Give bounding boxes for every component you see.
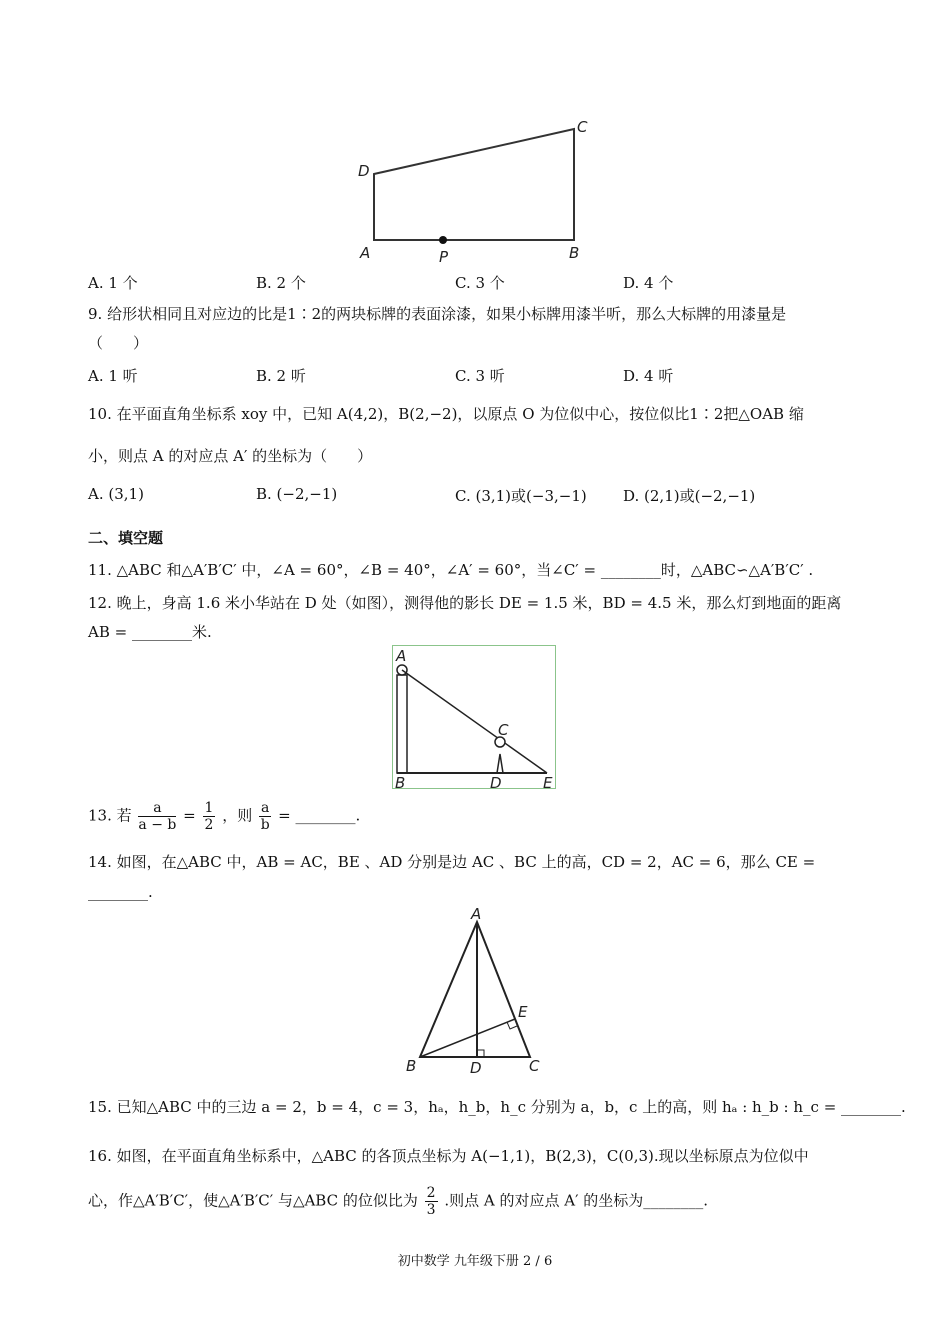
triangle-abc (420, 922, 530, 1057)
light-ray (402, 670, 547, 773)
q13-frac2-num: 1 (204, 800, 214, 816)
q10-option-d: D. (2,1)或(−2,−1) (623, 487, 756, 505)
label-b: B (395, 774, 406, 790)
q8-option-b: B. 2 个 (256, 274, 306, 292)
label-a: A (360, 244, 371, 262)
q8-option-c: C. 3 个 (455, 274, 505, 292)
q8-option-d: D. 4 个 (623, 274, 674, 292)
label-a: A (396, 647, 407, 665)
q13-frac1-den: a − b (138, 817, 177, 833)
section-title-fill-in: 二、填空题 (88, 529, 164, 547)
q8-option-a: A. 1 个 (88, 274, 138, 292)
q16-question: 16. 如图，在平面直角坐标系中，△ABC 的各顶点坐标为 A(−1,1)，B(2,3)，C(0,3).现以坐标原点为位似中 (88, 1147, 809, 1165)
label-c: C (498, 721, 509, 739)
lamp-post (397, 675, 407, 773)
label-b: B (569, 244, 580, 262)
label-c: C (529, 1057, 540, 1075)
q16-fraction (425, 1185, 438, 1218)
label-p: P (439, 248, 449, 266)
label-d: D (358, 162, 370, 180)
label-d: D (470, 1059, 482, 1075)
q13-eq: = (183, 806, 196, 825)
q13-question (88, 800, 360, 833)
label-b: B (406, 1057, 417, 1075)
label-e: E (518, 1003, 528, 1021)
q13-fraction-3 (259, 800, 271, 833)
q10-question-cont: 小，则点 A 的对应点 A′ 的坐标为（ ） (88, 447, 373, 465)
q12-question-cont: AB = ________米. (88, 623, 212, 641)
figure-frame (393, 646, 556, 789)
q16-frac-num: 2 (426, 1185, 436, 1201)
q13-suffix: = ________. (278, 806, 361, 825)
label-a: A (471, 905, 482, 923)
q9-option-c: C. 3 听 (455, 367, 505, 385)
q10-question: 10. 在平面直角坐标系 xoy 中，已知 A(4,2)，B(2,−2)，以原点 O 为位似中心，按位似比1∶2把△OAB 缩 (88, 405, 804, 423)
q9-option-a: A. 1 听 (88, 367, 138, 385)
q9-question: 9. 给形状相同且对应边的比是1∶2的两块标牌的表面涂漆，如果小标牌用漆半听，那么大标牌的用漆量是 (88, 305, 787, 323)
q13-frac3-num: a (261, 800, 270, 816)
q15-question: 15. 已知△ABC 中的三边 a = 2，b = 4，c = 3，hₐ，h_b，h_c 分别为 a，b，c 上的高，则 hₐ : h_b : h_c = ________. (88, 1098, 906, 1116)
q13-fraction-2 (203, 800, 216, 833)
label-c: C (577, 118, 588, 136)
quadrilateral-abcd (374, 129, 574, 240)
page-footer: 初中数学 九年级下册 2 / 6 (397, 1254, 553, 1269)
q9-option-b: B. 2 听 (256, 367, 306, 385)
q12-question: 12. 晚上，身高 1.6 米小华站在 D 处（如图），测得他的影长 DE = 1.5 米，BD = 4.5 米，那么灯到地面的距离 (88, 594, 842, 612)
q13-prefix: 13. 若 (88, 806, 132, 825)
q16-text-suffix: .则点 A 的对应点 A′ 的坐标为________. (444, 1191, 709, 1210)
q12-figure (392, 645, 556, 790)
q13-frac1-num: a (138, 800, 176, 817)
q13-frac3-den: b (260, 817, 270, 833)
label-e: E (543, 774, 553, 790)
q9-paren: （ ） (88, 334, 149, 352)
q8-figure (350, 112, 610, 268)
q13-frac2-den: 2 (204, 817, 214, 833)
q9-option-d: D. 4 听 (623, 367, 674, 385)
point-p (439, 236, 447, 244)
label-d: D (490, 774, 502, 790)
q10-option-c: C. (3,1)或(−3,−1) (455, 487, 587, 505)
right-angle-e (507, 1022, 517, 1029)
q13-fraction-1 (138, 800, 176, 833)
q14-question: 14. 如图，在△ABC 中，AB = AC，BE 、AD 分别是边 AC 、BC 上的高，CD = 2，AC = 6，那么 CE = (88, 853, 816, 871)
q10-option-a: A. (3,1) (88, 485, 144, 503)
person-body (497, 754, 503, 773)
q14-figure (400, 905, 550, 1075)
right-angle-d (477, 1050, 484, 1057)
q13-mid: ，则 (222, 806, 253, 825)
q11-question: 11. △ABC 和△A′B′C′ 中，∠A = 60°，∠B = 40°，∠A′ = 60°，当∠C′ = ________时，△ABC∽△A′B′C′ . (88, 561, 814, 579)
q16-text-prefix: 心，作△A′B′C′，使△A′B′C′ 与△ABC 的位似比为 (88, 1191, 418, 1210)
q16-question-cont (88, 1185, 708, 1218)
q14-question-cont: ________. (88, 883, 153, 901)
q16-frac-den: 3 (426, 1202, 436, 1218)
q10-option-b: B. (−2,−1) (256, 485, 338, 503)
